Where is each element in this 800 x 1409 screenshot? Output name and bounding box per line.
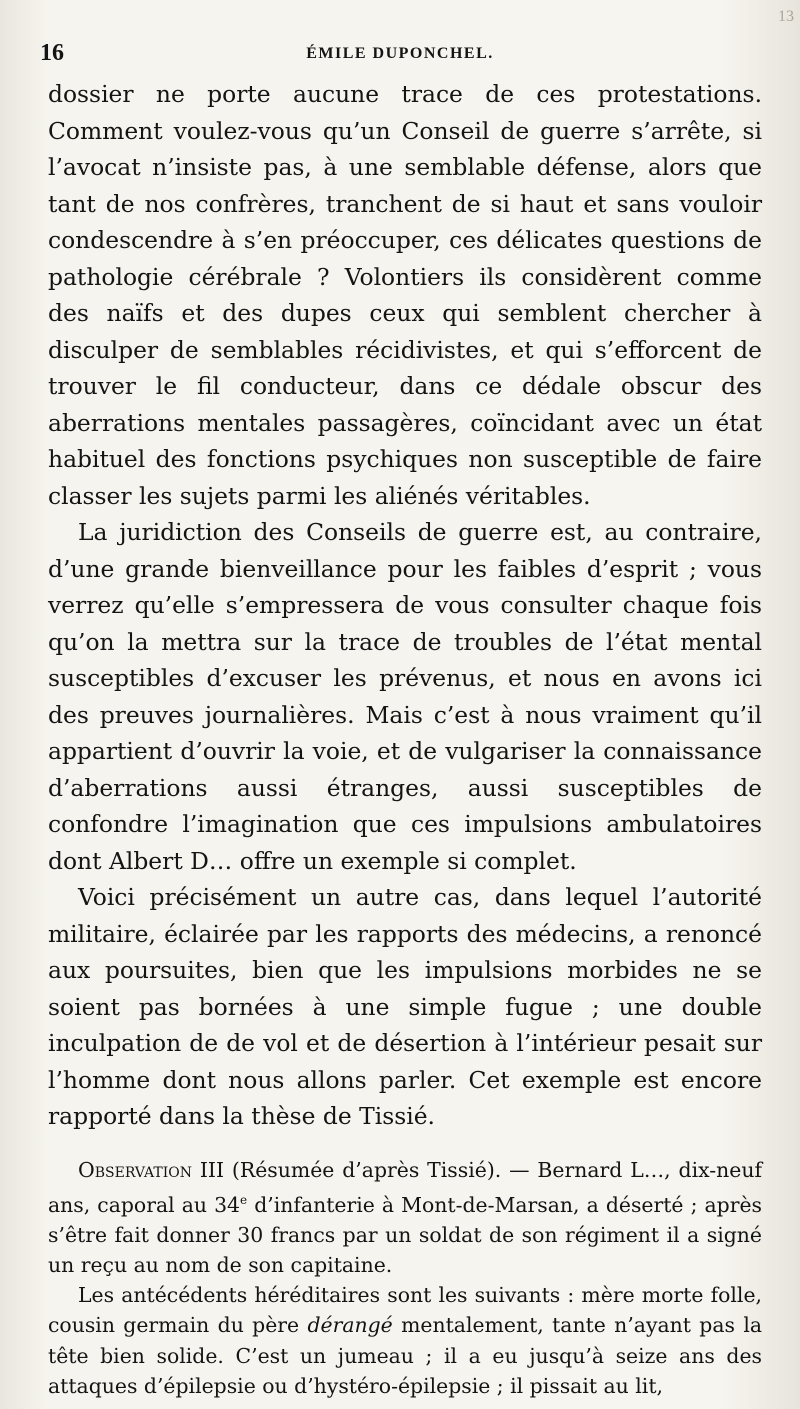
ordinal-suffix: e [240,1192,248,1207]
observation-body: d’infanterie à Mont-de-Marsan, a déserté ; après s’être fait donner 30 francs par un soldat de son régiment il a signé un reçu au nom de son capitaine. [48,1192,762,1277]
observation-label: Observation III [78,1157,225,1182]
page-header [40,40,760,70]
show-through-page-number: 13 [778,8,794,25]
observation-block [48,1155,762,1401]
page-number: 16 [40,40,64,66]
observation-paragraph [48,1155,762,1281]
paragraph-continued: dossier ne porte aucune trace de ces protestations. Comment voulez-vous qu’un Conseil de guerre s’arrête, si l’avocat n’insiste pas, à une semblable défense, alors que tant de nos confrères, tranchent de si haut et sans vouloir condescendre à s’en préoccuper, ces délicates questions de pathologie cérébrale ? Volontiers ils considèrent comme des naïfs et des dupes ceux qui semblent chercher à disculper de semblables récidivistes, et qui s’efforcent de trouver le fil conducteur, dans ce dédale obscur des aberrations mentales passagères, coïncidant avec un état habituel des fonctions psychiques non susceptible de faire classer les sujets parmi les aliénés véritables. [48,80,762,510]
paragraph-another-case: Voici précisément un autre cas, dans lequel l’autorité militaire, éclairée par les rapports des médecins, a renoncé aux poursuites, bien que les impulsions morbides ne se soient pas bornées à une simple fugue ; une double inculpation de de vol et de désertion à l’intérieur pesait sur l’homme dont nous allons parler. Cet exemple est encore rapporté dans la thèse de Tissié. [48,883,762,1130]
observation-heading: (Résumée d’après Tissié). — Bernard L…, dix-neuf ans, caporal au 34 [48,1157,763,1217]
page-body [48,76,762,1401]
running-title: ÉMILE DUPONCHEL. [306,45,494,62]
antecedents-paragraph [48,1280,762,1401]
antecedents-text-end: mentalement, tante n’ayant pas la tête bien solide. C’est un jumeau ; il a eu jusqu’à seize ans des attaques d’épilepsie ou d’hystéro-épilepsie ; il pissait au lit, [48,1313,762,1398]
paragraph-jurisdiction: La juridiction des Conseils de guerre est, au contraire, d’une grande bienveillance pour les faibles d’esprit ; vous verrez qu’elle s’empressera de vous consulter chaque fois qu’on la mettra sur la trace de troubles de l’état mental susceptibles d’excuser les prévenus, et nous en avons ici des preuves journalières. Mais c’est à nous vraiment qu’il appartient d’ouvrir la voie, et de vulgariser la connaissance d’aberrations aussi étranges, aussi susceptibles de confondre l’imagination que ces impulsions ambulatoires dont Albert D… offre un exemple si complet. [48,518,762,875]
antecedents-italic-word: dérangé [307,1313,393,1338]
antecedents-text-start: Les antécédents héréditaires sont les suivants : mère morte folle, cousin germain du père [48,1283,762,1338]
